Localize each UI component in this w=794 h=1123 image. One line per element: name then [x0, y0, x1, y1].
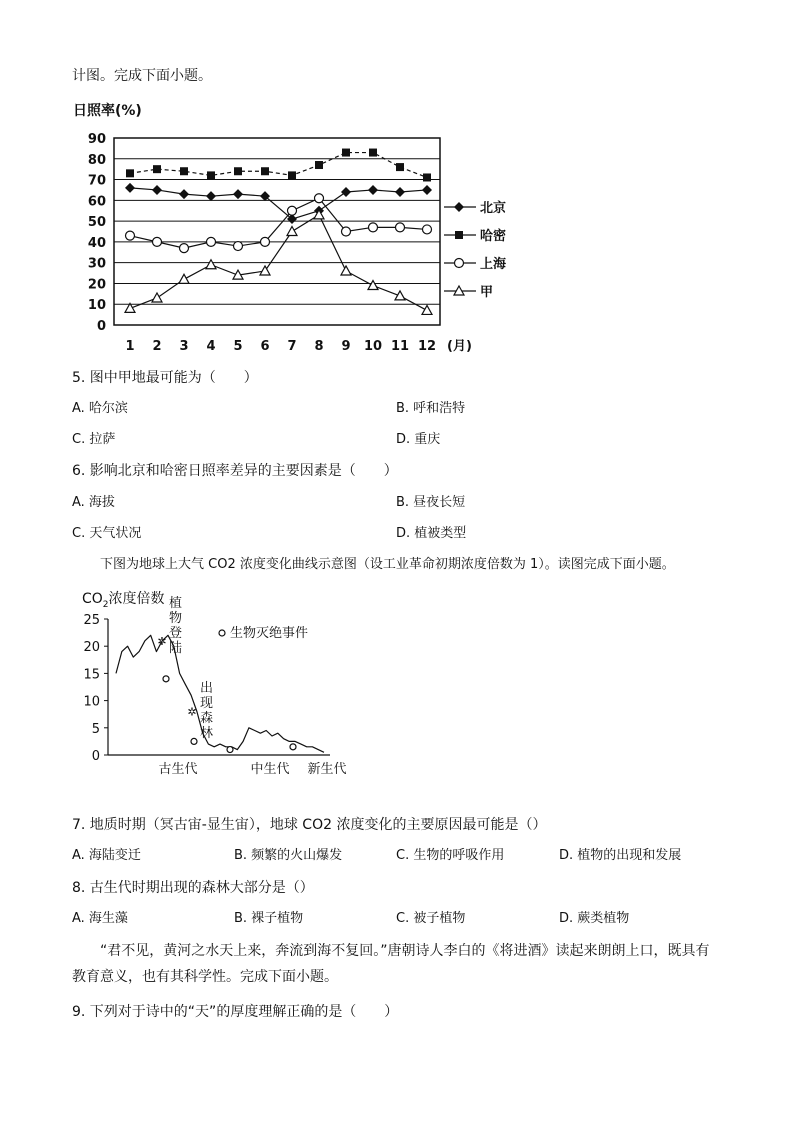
q6-option-d[interactable]: D. 植被类型: [396, 526, 467, 541]
chart1-point: [125, 183, 135, 193]
chart1-point: [261, 237, 270, 246]
chart1-legend-label: 上海: [480, 257, 507, 272]
chart1-legend-label: 甲: [480, 285, 494, 300]
chart2-y-tick-label: 10: [83, 694, 100, 710]
intro-line: 计图。完成下面小题。: [72, 68, 212, 84]
poem-paragraph: “君不见，黄河之水天上来，奔流到海不复回。”唐朝诗人李白的《将进酒》读起来朗朗上口，既具有教育意义，也有其科学性。完成下面小题。: [72, 943, 710, 985]
chart1-y-tick-label: 50: [87, 215, 106, 231]
q5-stem: 5. 图中甲地最可能为（ ）: [72, 370, 258, 386]
chart1-point: [126, 231, 135, 240]
chart2-extinction-markers: [163, 676, 296, 753]
chart2-ylabel: $CO_2$浓度倍数: [82, 591, 165, 610]
annotation-plants-landing: [169, 595, 182, 656]
chart2-y-tick-label: 20: [83, 640, 100, 656]
chart1-point: [396, 163, 404, 171]
chart2-extinction-point: [163, 676, 169, 682]
chart2-star-icon: ✲: [157, 634, 167, 648]
annotation-char: 物: [169, 611, 183, 626]
chart1-y-tick-label: 90: [87, 132, 106, 147]
chart1-series: [125, 149, 432, 315]
chart1-point: [342, 149, 350, 157]
chart1-point: [423, 225, 432, 234]
legend-open-circle-icon: [219, 630, 225, 636]
co2-chart: [0, 585, 794, 785]
chart2-era-labels: [158, 761, 346, 777]
chart1-point: [342, 227, 351, 236]
chart2-era-label: 古生代: [158, 762, 198, 777]
chart1-point: [152, 185, 162, 195]
chart2-extinction-point: [191, 738, 197, 744]
chart1-point: [287, 227, 297, 236]
chart2-extinction-point: [227, 747, 233, 753]
annotation-char: 登: [169, 626, 183, 641]
chart1-point: [341, 266, 351, 275]
chart1-point: [153, 165, 161, 173]
chart1-x-tick-label: 6: [260, 339, 270, 354]
co2-intro: 下图为地球上大气 CO2 浓度变化曲线示意图（设工业革命初期浓度倍数为 1）。读图完成下面小题。: [100, 557, 675, 572]
chart1-point: [396, 223, 405, 232]
annotation-char: 植: [169, 596, 183, 611]
chart1-y-tick-label: 10: [87, 298, 106, 314]
q7-option-c[interactable]: C. 生物的呼吸作用: [396, 848, 505, 863]
chart1-legend-marker-icon: [455, 231, 463, 239]
chart1-x-ticks: [125, 339, 436, 354]
chart1-legend-marker-icon: [454, 202, 464, 212]
chart1-y-tick-label: 0: [96, 319, 106, 334]
q8-stem: 8. 古生代时期出现的森林大部分是（）: [72, 880, 314, 896]
chart1-point: [369, 149, 377, 157]
chart1-point: [422, 185, 432, 195]
chart1-series-line-1: [130, 188, 427, 219]
chart1-point: [368, 281, 378, 290]
chart2-star-icon: ✲: [187, 705, 197, 719]
chart1-point: [423, 173, 431, 181]
chart1-legend-label: 哈密: [480, 229, 507, 244]
q6-stem: 6. 影响北京和哈密日照率差异的主要因素是（ ）: [72, 463, 398, 479]
chart1-point: [126, 169, 134, 177]
chart1-point: [288, 206, 297, 215]
q5-option-d[interactable]: D. 重庆: [396, 432, 441, 447]
chart1-y-tick-label: 80: [87, 152, 106, 168]
q7-stem: 7. 地质时期（冥古宙-显生宙），地球 CO2 浓度变化的主要原因最可能是（）: [72, 817, 547, 833]
chart1-point: [180, 244, 189, 253]
chart1-point: [206, 191, 216, 201]
chart1-point: [206, 260, 216, 269]
chart2-y-ticks: [83, 613, 108, 764]
chart1-y-tick-label: 70: [87, 173, 106, 189]
q7-option-a[interactable]: A. 海陆变迁: [72, 848, 141, 863]
chart2-y-tick-label: 15: [83, 667, 100, 683]
q7-option-d[interactable]: D. 植物的出现和发展: [559, 848, 682, 863]
q5-option-c[interactable]: C. 拉萨: [72, 432, 116, 447]
q5-option-b[interactable]: B. 呼和浩特: [396, 401, 466, 416]
sunshine-rate-chart: [0, 95, 794, 365]
chart2-era-label: 新生代: [307, 762, 347, 777]
q8-option-a[interactable]: A. 海生藻: [72, 911, 128, 926]
annotation-char: 现: [200, 696, 214, 711]
q8-option-d[interactable]: D. 蕨类植物: [559, 911, 630, 926]
chart1-legend: [444, 200, 507, 300]
chart1-point: [234, 167, 242, 175]
chart1-ylabel: 日照率(%): [73, 103, 142, 119]
chart2-y-tick-label: 5: [91, 721, 100, 737]
chart1-x-tick-label: 3: [179, 339, 189, 354]
q8-option-b[interactable]: B. 裸子植物: [234, 911, 304, 926]
chart1-point: [152, 293, 162, 302]
chart1-xunit: (月): [447, 339, 472, 354]
chart1-point: [369, 223, 378, 232]
q8-option-c[interactable]: C. 被子植物: [396, 911, 466, 926]
chart2-legend: 生物灭绝事件: [230, 626, 309, 641]
chart1-y-tick-label: 60: [87, 194, 106, 210]
chart1-point: [288, 171, 296, 179]
chart1-series-line-2: [130, 153, 427, 178]
chart1-point: [261, 167, 269, 175]
chart1-point: [234, 242, 243, 251]
chart1-x-tick-label: 9: [341, 339, 351, 354]
chart1-point: [207, 171, 215, 179]
q5-option-a[interactable]: A. 哈尔滨: [72, 401, 128, 416]
chart1-x-tick-label: 4: [206, 339, 216, 354]
annotation-char: 森: [200, 711, 214, 726]
chart1-y-tick-label: 40: [87, 235, 106, 251]
chart1-x-tick-label: 2: [152, 339, 162, 354]
chart1-grid: [114, 138, 440, 325]
q9-stem: 9. 下列对于诗中的“天”的厚度理解正确的是（ ）: [72, 1004, 399, 1020]
chart1-x-tick-label: 12: [417, 339, 437, 354]
chart1-point: [180, 167, 188, 175]
annotation-forests-appear: [200, 680, 213, 741]
chart2-y-tick-label: 25: [83, 613, 100, 628]
chart2-y-tick-label: 0: [91, 749, 100, 764]
chart1-x-tick-label: 11: [390, 339, 410, 354]
chart1-x-tick-label: 10: [363, 339, 383, 354]
q7-option-b[interactable]: B. 频繁的火山爆发: [234, 848, 343, 863]
chart1-point: [179, 189, 189, 199]
chart1-point: [395, 187, 405, 197]
q6-option-a[interactable]: A. 海拔: [72, 495, 115, 510]
chart1-point: [368, 185, 378, 195]
chart1-x-tick-label: 1: [125, 339, 135, 354]
chart1-point: [315, 194, 324, 203]
annotation-char: 出: [200, 681, 214, 696]
chart1-frame: [114, 138, 440, 325]
chart1-legend-marker-icon: [455, 259, 464, 268]
chart1-point: [260, 266, 270, 275]
q6-option-b[interactable]: B. 昼夜长短: [396, 495, 466, 510]
chart1-point: [153, 237, 162, 246]
chart1-y-ticks: [88, 132, 106, 334]
chart2-extinction-point: [290, 744, 296, 750]
chart2-curve: [116, 635, 324, 752]
chart1-point: [341, 187, 351, 197]
chart1-point: [125, 303, 135, 312]
chart1-point: [395, 291, 405, 300]
chart1-y-tick-label: 30: [87, 256, 106, 272]
q6-option-c[interactable]: C. 天气状况: [72, 526, 142, 541]
chart1-point: [422, 305, 432, 314]
annotation-char: 陆: [169, 641, 183, 656]
chart1-point: [315, 161, 323, 169]
chart1-point: [233, 189, 243, 199]
chart1-point: [207, 237, 216, 246]
chart1-x-tick-label: 7: [287, 339, 297, 354]
chart1-series-line-3: [130, 198, 427, 248]
chart2-co2-line: [116, 635, 324, 752]
chart1-x-tick-label: 5: [233, 339, 243, 354]
chart1-point: [179, 274, 189, 283]
annotation-char: 林: [200, 726, 214, 741]
chart1-x-tick-label: 8: [314, 339, 324, 354]
chart2-era-label: 中生代: [250, 762, 290, 777]
chart1-y-tick-label: 20: [87, 277, 106, 293]
chart1-legend-label: 北京: [480, 201, 507, 216]
